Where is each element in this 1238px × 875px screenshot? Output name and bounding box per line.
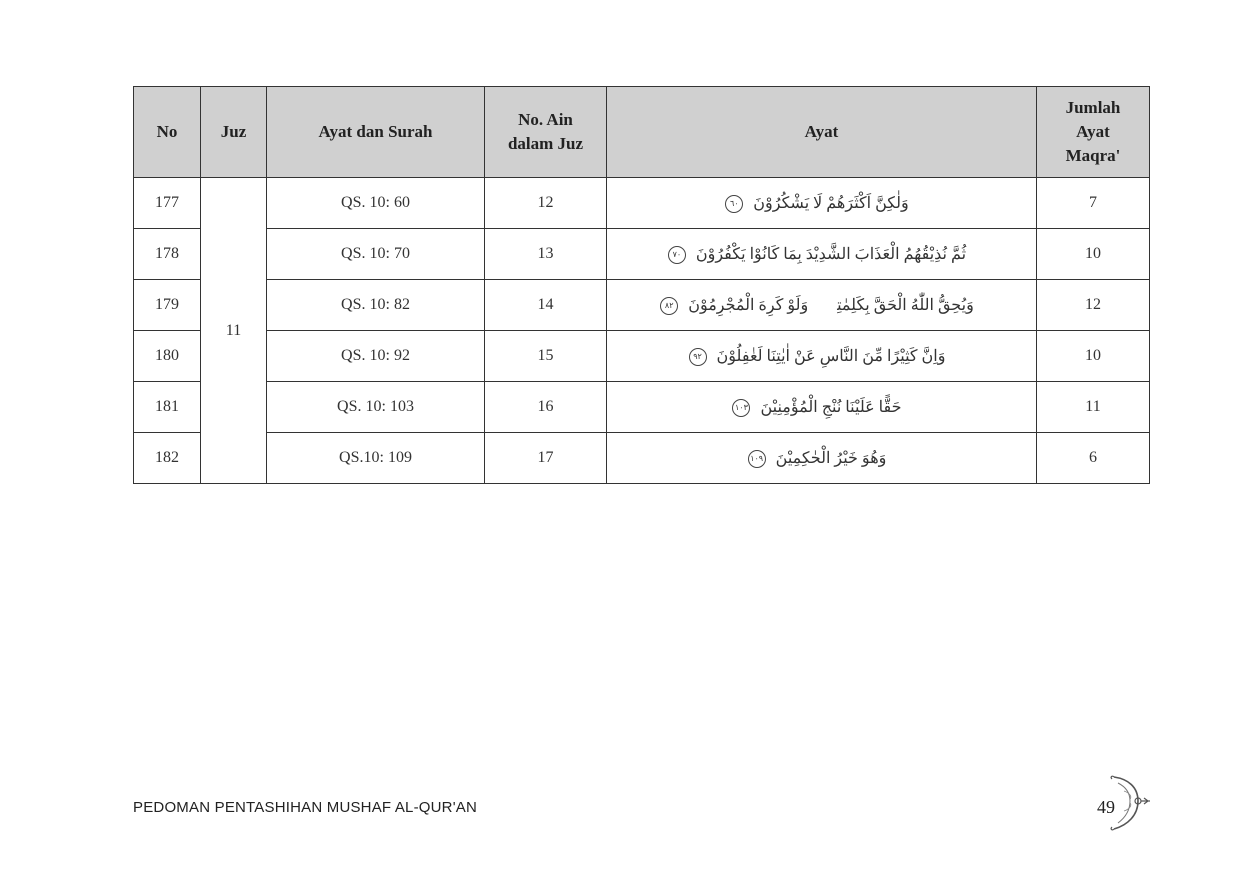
- header-jumlah-ayat-maqra: [1037, 87, 1150, 178]
- row-ayat: [607, 280, 1037, 331]
- header-ayat: Ayat: [607, 87, 1037, 178]
- row-ain: 12: [485, 178, 607, 229]
- ayah-end-marker-icon: ٩٢: [689, 348, 707, 366]
- row-no: 178: [134, 229, 201, 280]
- row-ain: 14: [485, 280, 607, 331]
- header-no-ain: [485, 87, 607, 178]
- row-surah: QS. 10: 103: [267, 382, 485, 433]
- row-surah: QS. 10: 92: [267, 331, 485, 382]
- row-jumlah: 7: [1037, 178, 1150, 229]
- ayat-text: وَاِنَّ كَثِيْرًا مِّنَ النَّاسِ عَنْ اٰيٰتِنَا لَغٰفِلُوْنَ: [716, 347, 946, 365]
- header-no: No: [134, 87, 201, 178]
- row-ayat: [607, 382, 1037, 433]
- header-ayat-dan-surah: Ayat dan Surah: [267, 87, 485, 178]
- ayah-end-marker-icon: ٨٢: [660, 297, 678, 315]
- row-no: 182: [134, 433, 201, 484]
- floral-ornament-icon: [1108, 773, 1152, 833]
- verse-table: [133, 86, 1150, 484]
- table-row: [134, 382, 1150, 433]
- ayat-text: وَهُوَ خَيْرُ الْحٰكِمِيْنَ: [775, 449, 887, 467]
- ayah-end-marker-icon: ٧٠: [668, 246, 686, 264]
- ayat-text: حَقًّا عَلَيْنَا نُنْجِ الْمُؤْمِنِيْنَ: [760, 398, 902, 416]
- table-row: [134, 433, 1150, 484]
- row-ayat: [607, 433, 1037, 484]
- running-footer-title: PEDOMAN PENTASHIHAN MUSHAF AL-QUR'AN: [133, 799, 477, 816]
- table-row: [134, 229, 1150, 280]
- row-ain: 16: [485, 382, 607, 433]
- row-ayat: [607, 178, 1037, 229]
- row-ayat: [607, 331, 1037, 382]
- ayah-end-marker-icon: ١٠٣: [732, 399, 750, 417]
- row-jumlah: 10: [1037, 331, 1150, 382]
- table-header-row: [134, 87, 1150, 178]
- row-no: 180: [134, 331, 201, 382]
- header-jumlah-line3: Maqra': [1065, 146, 1121, 165]
- row-jumlah: 6: [1037, 433, 1150, 484]
- header-jumlah-line2: Ayat: [1076, 122, 1110, 141]
- row-ain: 17: [485, 433, 607, 484]
- row-surah: QS. 10: 70: [267, 229, 485, 280]
- row-jumlah: 12: [1037, 280, 1150, 331]
- row-jumlah: 10: [1037, 229, 1150, 280]
- row-no: 181: [134, 382, 201, 433]
- row-no: 179: [134, 280, 201, 331]
- ayah-end-marker-icon: ١٠٩: [748, 450, 766, 468]
- row-ain: 15: [485, 331, 607, 382]
- row-ain: 13: [485, 229, 607, 280]
- table-row: [134, 178, 1150, 229]
- table-row: [134, 280, 1150, 331]
- header-no-ain-line1: No. Ain: [518, 110, 573, 129]
- ayah-end-marker-icon: ٦٠: [725, 195, 743, 213]
- ayat-text: ثُمَّ نُذِيْقُهُمُ الْعَذَابَ الشَّدِيْدَ بِمَا كَانُوْا يَكْفُرُوْنَ: [695, 245, 967, 263]
- row-surah: QS.10: 109: [267, 433, 485, 484]
- row-surah: QS. 10: 82: [267, 280, 485, 331]
- ayat-text: وَلٰكِنَّ اَكْثَرَهُمْ لَا يَشْكُرُوْنَ: [753, 194, 909, 212]
- table-row: [134, 331, 1150, 382]
- page-number: 49: [1097, 797, 1115, 817]
- juz-cell: 11: [201, 178, 267, 484]
- row-surah: QS. 10: 60: [267, 178, 485, 229]
- ayat-text: وَيُحِقُّ اللّٰهُ الْحَقَّ بِكَلِمٰتِهٖ وَلَوْ كَرِهَ الْمُجْرِمُوْنَ: [688, 296, 974, 314]
- row-no: 177: [134, 178, 201, 229]
- header-no-ain-line2: dalam Juz: [507, 134, 584, 153]
- row-jumlah: 11: [1037, 382, 1150, 433]
- header-juz: Juz: [201, 87, 267, 178]
- row-ayat: [607, 229, 1037, 280]
- header-jumlah-line1: Jumlah: [1065, 98, 1121, 117]
